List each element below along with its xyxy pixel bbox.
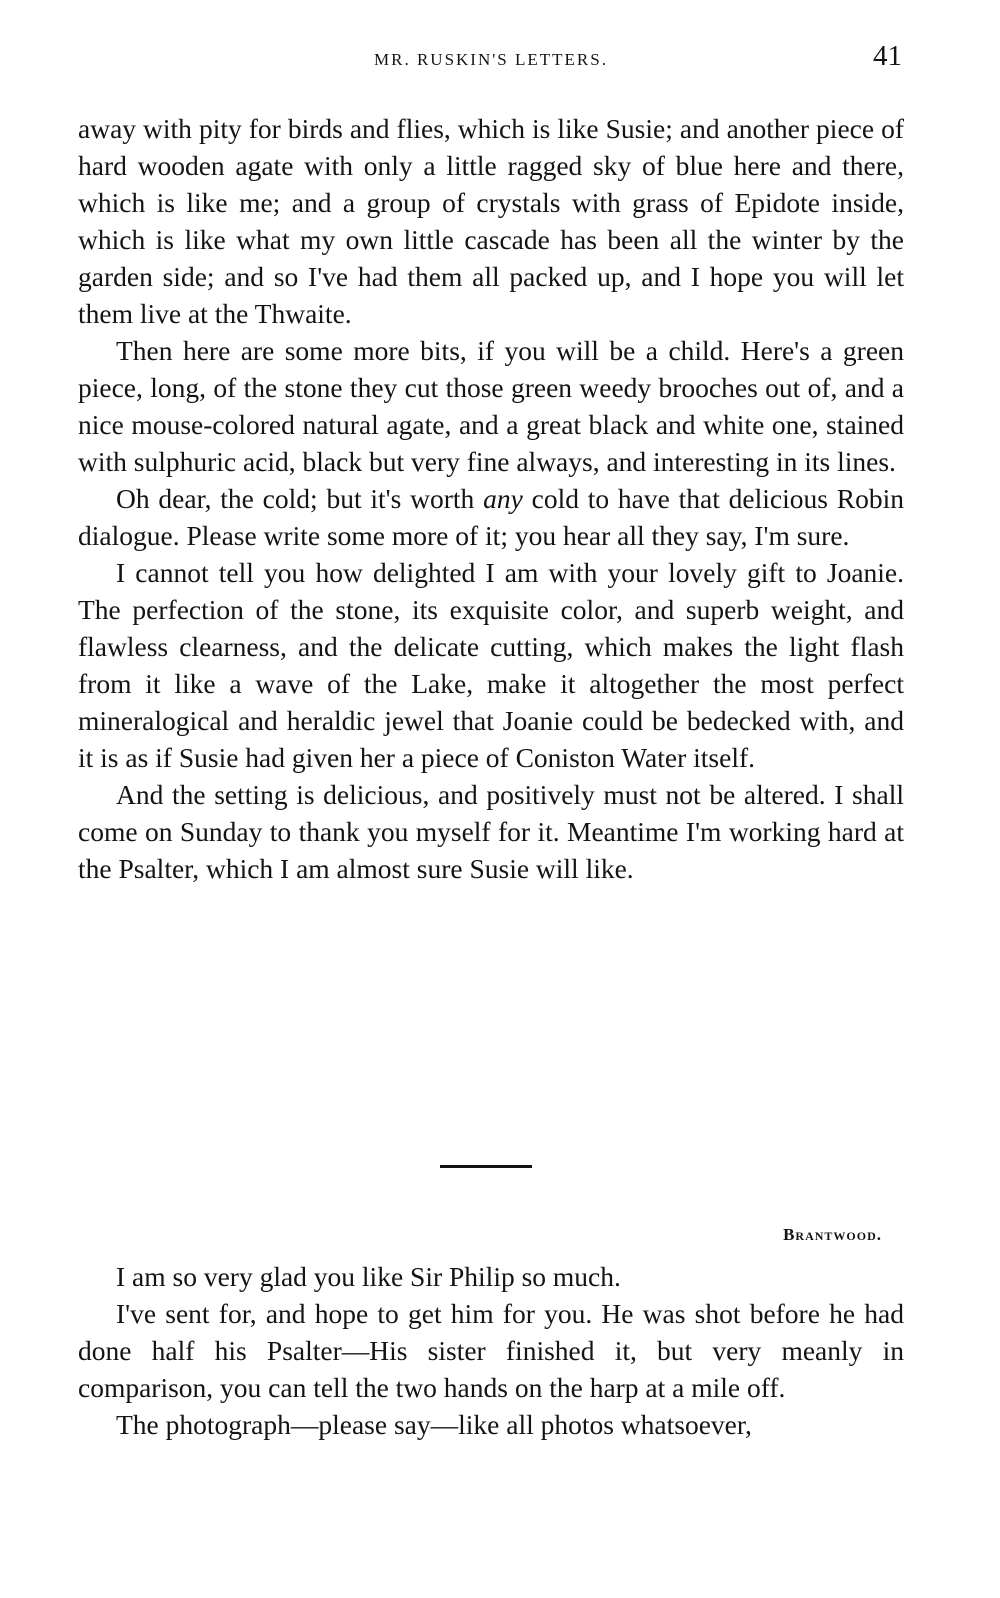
section-divider xyxy=(440,1165,532,1168)
paragraph: Then here are some more bits, if you will be a child. Here's a green piece, long, of the stone they cut those green weedy brooches out of, and a nice mouse-colored natural agate, and a great black and white one, stained with sulphuric acid, black but very fine always, and interesting in its lines. xyxy=(78,335,904,477)
paragraph: The photograph—please say—like all photos whatsoever, xyxy=(116,1409,752,1440)
letter-2-body xyxy=(78,1258,904,1443)
paragraph: I cannot tell you how delighted I am with your lovely gift to Joanie. The perfection of the stone, its exquisite color, and superb weight, and flawless clearness, and the delicate cutting, which makes the light flash from it like a wave of the Lake, make it altogether the most perfect mineralogical and heraldic jewel that Joanie could be bedecked with, and it is as if Susie had given her a piece of Coniston Water itself. xyxy=(78,557,904,773)
page-number: 41 xyxy=(873,40,902,72)
emphasis-text: any xyxy=(483,483,523,514)
paragraph: And the setting is delicious, and positively must not be altered. I shall come on Sunday to thank you myself for it. Meantime I'm working hard at the Psalter, which I am almost sure Susie will like. xyxy=(78,779,904,884)
page-header xyxy=(78,38,904,78)
paragraph: I've sent for, and hope to get him for you. He was shot before he had done half his Psalter—His sister finished it, but very meanly in comparison, you can tell the two hands on the harp at a mile off. xyxy=(78,1298,904,1403)
paragraph-text: Oh dear, the cold; but it's worth xyxy=(116,483,484,514)
letter-1-body xyxy=(78,110,904,887)
running-title: MR. RUSKIN'S LETTERS. xyxy=(374,50,608,69)
paragraph-text: cold to have that delicious Robin dialogue. Please write some more of it; you hear all they say, I'm sure. xyxy=(78,483,904,551)
paragraph xyxy=(78,480,904,554)
paragraph: away with pity for birds and flies, which is like Susie; and another piece of hard wooden agate with only a little ragged sky of blue here and there, which is like me; and a group of crystals with grass of Epidote inside, which is like what my own little cascade has been all the winter by the garden side; and so I've had them all packed up, and I hope you will let them live at the Thwaite. xyxy=(78,113,904,329)
paragraph: I am so very glad you like Sir Philip so much. xyxy=(116,1261,621,1292)
letter-place-heading: Brantwood. xyxy=(783,1225,882,1244)
